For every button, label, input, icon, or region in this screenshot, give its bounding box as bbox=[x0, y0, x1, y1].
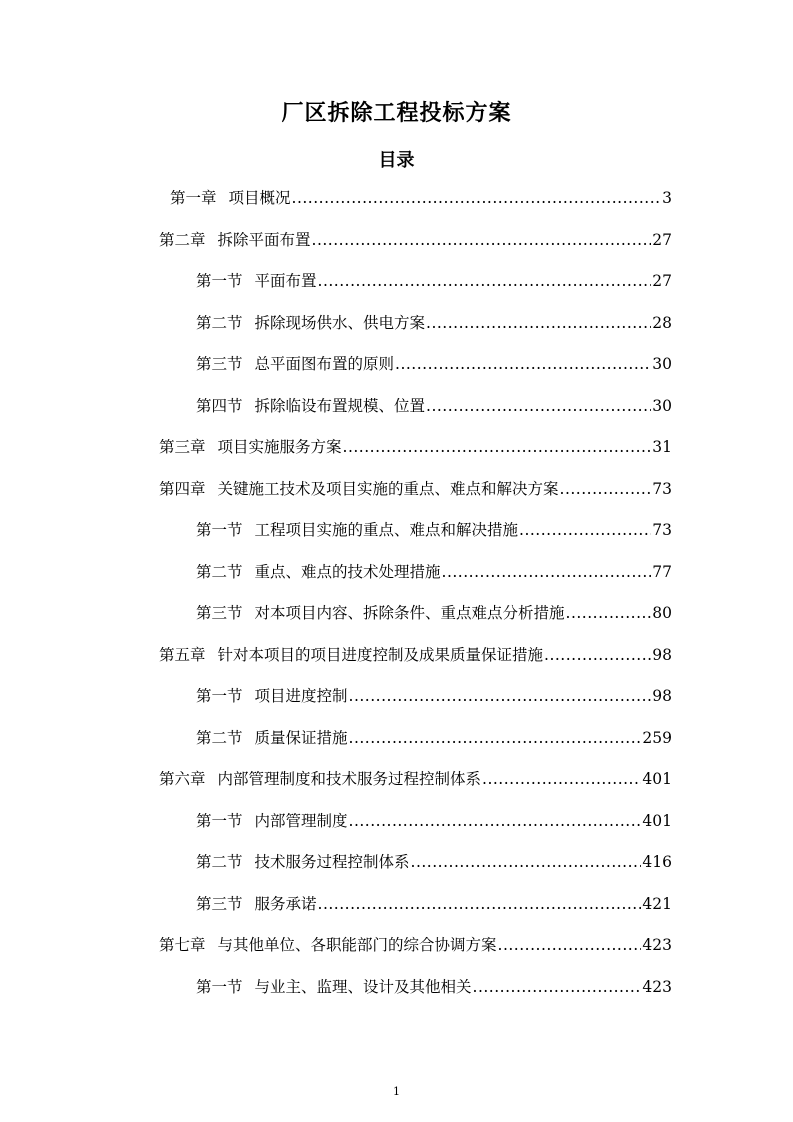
toc-entry[interactable] bbox=[196, 394, 672, 418]
toc-leader-dots bbox=[395, 352, 651, 376]
page-number: 1 bbox=[393, 1085, 400, 1098]
toc-entry[interactable] bbox=[196, 726, 672, 750]
toc-entry-label: 第六章 bbox=[159, 770, 206, 788]
toc-entry-title: 项目概况 bbox=[228, 189, 291, 207]
toc-entry-page: 423 bbox=[642, 936, 672, 954]
toc-entry-label: 第五章 bbox=[159, 646, 206, 664]
toc-entry-label: 第一节 bbox=[196, 521, 243, 539]
toc-entry-title: 平面布置 bbox=[254, 272, 317, 290]
toc-entry[interactable] bbox=[196, 269, 672, 293]
toc-entry-page: 27 bbox=[652, 272, 672, 290]
toc-entry-page: 401 bbox=[642, 812, 672, 830]
toc-entry[interactable] bbox=[159, 435, 672, 459]
toc-entry-page: 98 bbox=[652, 646, 672, 664]
toc-entry[interactable] bbox=[159, 643, 672, 667]
toc-heading: 目录 bbox=[378, 150, 415, 171]
toc-entry-title: 技术服务过程控制体系 bbox=[254, 853, 410, 871]
toc-entry-page: 423 bbox=[642, 978, 672, 996]
toc-entry[interactable] bbox=[196, 809, 672, 833]
toc-entry[interactable] bbox=[196, 352, 672, 376]
toc-entry-label: 第四章 bbox=[159, 480, 206, 498]
toc-leader-dots bbox=[318, 892, 642, 916]
toc-entry-page: 416 bbox=[642, 853, 672, 871]
toc-leader-dots bbox=[349, 726, 642, 750]
toc-leader-dots bbox=[442, 560, 652, 584]
toc-leader-dots bbox=[498, 933, 642, 957]
toc-leader-dots bbox=[411, 850, 642, 874]
toc-entry[interactable] bbox=[196, 892, 672, 916]
toc-entry-title: 内部管理制度和技术服务过程控制体系 bbox=[217, 770, 482, 788]
document-title: 厂区拆除工程投标方案 bbox=[281, 101, 512, 126]
toc-entry-label: 第二节 bbox=[196, 729, 243, 747]
toc-entry-title: 服务承诺 bbox=[254, 895, 317, 913]
toc-entry[interactable] bbox=[196, 684, 672, 708]
toc-entry-page: 73 bbox=[652, 521, 672, 539]
toc-entry-title: 内部管理制度 bbox=[254, 812, 348, 830]
toc-entry[interactable] bbox=[196, 975, 672, 999]
toc-entry-page: 259 bbox=[642, 729, 672, 747]
toc-leader-dots bbox=[482, 767, 641, 791]
toc-entry-label: 第二节 bbox=[196, 314, 243, 332]
toc-leader-dots bbox=[566, 601, 652, 625]
toc-entry-label: 第二节 bbox=[196, 853, 243, 871]
toc-entry[interactable] bbox=[196, 560, 672, 584]
toc-entry-title: 重点、难点的技术处理措施 bbox=[254, 563, 441, 581]
toc-entry-page: 80 bbox=[652, 604, 672, 622]
toc-entry-title: 拆除平面布置 bbox=[217, 231, 311, 249]
toc-entry-page: 77 bbox=[652, 563, 672, 581]
toc-entry-page: 31 bbox=[652, 438, 672, 456]
toc-leader-dots bbox=[312, 228, 652, 252]
toc-entry[interactable] bbox=[159, 767, 672, 791]
toc-entry-page: 98 bbox=[652, 687, 672, 705]
toc-entry-page: 401 bbox=[642, 770, 672, 788]
toc-entry-title: 总平面图布置的原则 bbox=[254, 355, 395, 373]
toc-leader-dots bbox=[473, 975, 642, 999]
toc-leader-dots bbox=[544, 643, 651, 667]
toc-entry-title: 质量保证措施 bbox=[254, 729, 348, 747]
toc-leader-dots bbox=[560, 477, 652, 501]
toc-entry[interactable] bbox=[159, 228, 672, 252]
toc-entry-page: 27 bbox=[652, 231, 672, 249]
toc-entry-label: 第二节 bbox=[196, 563, 243, 581]
toc-entry-title: 针对本项目的项目进度控制及成果质量保证措施 bbox=[217, 646, 544, 664]
toc-leader-dots bbox=[426, 394, 651, 418]
toc-leader-dots bbox=[349, 684, 652, 708]
toc-leader-dots bbox=[318, 269, 652, 293]
toc-entry-label: 第三节 bbox=[196, 895, 243, 913]
toc-entry-title: 拆除临设布置规模、位置 bbox=[254, 397, 426, 415]
toc-entry-title: 工程项目实施的重点、难点和解决措施 bbox=[254, 521, 519, 539]
toc-entry[interactable] bbox=[196, 850, 672, 874]
toc-leader-dots bbox=[349, 809, 642, 833]
toc-entry-label: 第一节 bbox=[196, 978, 243, 996]
toc-entry-label: 第三节 bbox=[196, 604, 243, 622]
toc-entry-page: 28 bbox=[652, 314, 672, 332]
toc-entry-label: 第一章 bbox=[170, 189, 217, 207]
toc-entry[interactable] bbox=[196, 518, 672, 542]
toc-entry-label: 第四节 bbox=[196, 397, 243, 415]
toc-leader-dots bbox=[343, 435, 652, 459]
toc-leader-dots bbox=[519, 518, 651, 542]
toc-entry-label: 第七章 bbox=[159, 936, 206, 954]
toc-entry-page: 421 bbox=[642, 895, 672, 913]
toc-entry-title: 拆除现场供水、供电方案 bbox=[254, 314, 426, 332]
toc-leader-dots bbox=[292, 186, 662, 210]
toc-entry[interactable] bbox=[159, 477, 672, 501]
toc-entry-label: 第三章 bbox=[159, 438, 206, 456]
toc-entry[interactable] bbox=[170, 186, 672, 210]
toc-entry-title: 与其他单位、各职能部门的综合协调方案 bbox=[217, 936, 497, 954]
toc-entry-label: 第二章 bbox=[159, 231, 206, 249]
toc-entry-page: 3 bbox=[662, 189, 672, 207]
toc-entry-page: 30 bbox=[652, 355, 672, 373]
toc-entry-label: 第一节 bbox=[196, 812, 243, 830]
toc-entry-label: 第一节 bbox=[196, 272, 243, 290]
toc-entry[interactable] bbox=[196, 601, 672, 625]
toc-entry-title: 对本项目内容、拆除条件、重点难点分析措施 bbox=[254, 604, 565, 622]
toc-entry-label: 第一节 bbox=[196, 687, 243, 705]
toc-entry-title: 项目进度控制 bbox=[254, 687, 348, 705]
toc-entry-page: 30 bbox=[652, 397, 672, 415]
toc-entry-title: 项目实施服务方案 bbox=[217, 438, 342, 456]
toc-entry[interactable] bbox=[196, 311, 672, 335]
toc-entry-title: 与业主、监理、设计及其他相关 bbox=[254, 978, 472, 996]
toc-entry-label: 第三节 bbox=[196, 355, 243, 373]
toc-entry-page: 73 bbox=[652, 480, 672, 498]
toc-entry-title: 关键施工技术及项目实施的重点、难点和解决方案 bbox=[217, 480, 559, 498]
toc-leader-dots bbox=[426, 311, 651, 335]
toc-entry[interactable] bbox=[159, 933, 672, 957]
